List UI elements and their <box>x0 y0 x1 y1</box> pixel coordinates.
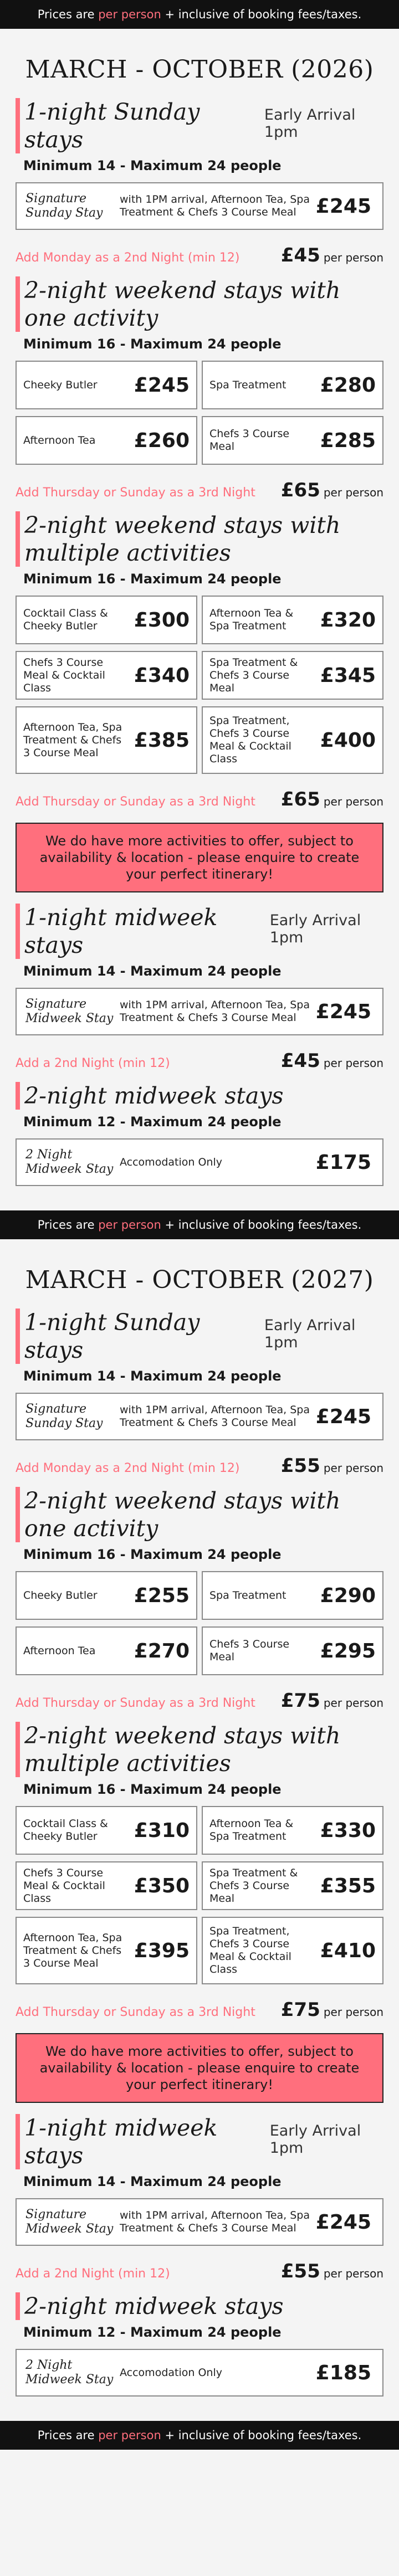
section-weekend-multiple-activities <box>16 1722 383 1777</box>
activity-price: £285 <box>320 429 376 452</box>
package-price: £245 <box>315 194 371 218</box>
section-title: 2-night weekend stays with one activity <box>24 277 341 331</box>
activity-option[interactable] <box>16 651 197 700</box>
activity-label: Spa Treatment, Chefs 3 Course Meal & Cocktail Class <box>209 1925 291 1975</box>
addon-price: £75 <box>280 1690 320 1712</box>
addon-label: Add a 2nd Night (min 12) <box>16 2267 170 2281</box>
addon-price: £55 <box>280 2260 320 2282</box>
addon-row <box>16 1690 383 1712</box>
activity-price: £330 <box>320 1819 376 1842</box>
section-title: 1-night midweek stays <box>24 904 218 958</box>
addon-row <box>16 1455 383 1477</box>
activity-grid <box>16 361 383 465</box>
activity-label: Cocktail Class & Cheeky Butler <box>23 1818 108 1843</box>
activity-price: £400 <box>320 728 376 752</box>
activity-price: £295 <box>320 1639 376 1662</box>
pricing-note-bar <box>0 1210 399 1239</box>
activity-price: £320 <box>320 608 376 632</box>
pricing-note-post: + inclusive of booking fees/taxes. <box>165 8 362 21</box>
section-midweek-one-night <box>16 2114 383 2169</box>
season-title: MARCH - OCTOBER (2026) <box>25 55 374 84</box>
activity-option[interactable] <box>16 706 197 774</box>
addon-label: Add Thursday or Sunday as a 3rd Night <box>16 1696 255 1710</box>
section-sunday-stays <box>16 98 383 153</box>
activity-grid <box>16 1806 383 1984</box>
activity-option[interactable] <box>16 416 197 465</box>
activity-label: Afternoon Tea & Spa Treatment <box>209 1818 294 1843</box>
addon-per: per person <box>323 486 383 499</box>
package-name: Signature Sunday Stay <box>25 1402 103 1430</box>
addon-label: Add Thursday or Sunday as a 3rd Night <box>16 2005 255 2019</box>
package-price: £175 <box>315 1151 371 1174</box>
season-title: MARCH - OCTOBER (2027) <box>25 1266 374 1294</box>
activity-label: Afternoon Tea <box>23 434 96 447</box>
addon-label: Add Thursday or Sunday as a 3rd Night <box>16 795 255 809</box>
section-sunday-stays <box>16 1308 383 1364</box>
activity-option[interactable] <box>16 361 197 409</box>
section-midweek-one-night <box>16 904 383 959</box>
activity-label: Spa Treatment, Chefs 3 Course Meal & Cocktail Class <box>209 715 291 765</box>
activity-label: Spa Treatment <box>209 1589 287 1602</box>
package-card[interactable] <box>16 1393 383 1440</box>
package-price: £245 <box>315 1405 371 1428</box>
activity-option[interactable] <box>16 596 197 644</box>
package-description: with 1PM arrival, Afternoon Tea, Spa Treatment & Chefs 3 Course Meal <box>120 193 310 218</box>
activity-label: Spa Treatment & Chefs 3 Course Meal <box>209 656 298 694</box>
package-name: 2 Night Midweek Stay <box>25 2358 114 2387</box>
activity-option[interactable] <box>202 1626 383 1675</box>
activity-price: £395 <box>134 1939 190 1962</box>
activity-label: Chefs 3 Course Meal & Cocktail Class <box>23 1866 105 1905</box>
group-size: Minimum 12 - Maximum 24 people <box>23 1114 282 1130</box>
activity-label: Spa Treatment & Chefs 3 Course Meal <box>209 1866 298 1905</box>
addon-label: Add Thursday or Sunday as a 3rd Night <box>16 486 255 500</box>
section-midweek-two-night <box>16 2292 383 2320</box>
activity-label: Afternoon Tea, Spa Treatment & Chefs 3 Course Meal <box>23 721 122 759</box>
addon-price: £45 <box>280 1050 320 1072</box>
package-description: with 1PM arrival, Afternoon Tea, Spa Treatment & Chefs 3 Course Meal <box>120 999 310 1024</box>
section-title: 2-night weekend stays with multiple activities <box>24 1722 341 1777</box>
group-size: Minimum 16 - Maximum 24 people <box>23 1782 282 1797</box>
activity-label: Cheeky Butler <box>23 378 98 391</box>
group-size: Minimum 14 - Maximum 24 people <box>23 158 282 173</box>
package-card[interactable] <box>16 988 383 1035</box>
group-size: Minimum 16 - Maximum 24 people <box>23 1547 282 1562</box>
activity-price: £255 <box>134 1584 190 1607</box>
addon-row <box>16 479 383 501</box>
activity-grid <box>16 596 383 774</box>
pricing-note-accent: per person <box>98 1218 161 1231</box>
section-title: 1-night midweek stays <box>24 2115 218 2169</box>
season-2026 <box>0 55 399 1186</box>
early-arrival-note: Early Arrival 1pm <box>269 2122 361 2157</box>
package-name: Signature Midweek Stay <box>25 2208 114 2236</box>
activity-price: £280 <box>320 373 376 397</box>
activity-price: £385 <box>134 728 190 752</box>
pricing-note-pre: Prices are <box>37 2429 95 2442</box>
activity-option[interactable] <box>16 1861 197 1910</box>
addon-price: £75 <box>280 1999 320 2021</box>
package-price: £185 <box>315 2361 371 2384</box>
package-price: £245 <box>315 1000 371 1023</box>
package-description: with 1PM arrival, Afternoon Tea, Spa Treatment & Chefs 3 Course Meal <box>120 2209 310 2234</box>
enquire-banner: We do have more activities to offer, subject to availability & location - please enquire to create your perfect itinerary! <box>16 823 383 892</box>
activity-price: £260 <box>134 429 190 452</box>
group-size: Minimum 16 - Maximum 24 people <box>23 571 282 587</box>
activity-price: £345 <box>320 664 376 687</box>
addon-price: £65 <box>280 479 320 501</box>
activity-price: £310 <box>134 1819 190 1842</box>
package-card[interactable] <box>16 2198 383 2246</box>
package-price: £245 <box>315 2210 371 2234</box>
activity-option[interactable] <box>202 1917 383 1984</box>
activity-option[interactable] <box>202 1806 383 1855</box>
package-description: Accomodation Only <box>120 2366 222 2379</box>
activity-option[interactable] <box>16 1626 197 1675</box>
package-name: Signature Midweek Stay <box>25 997 114 1025</box>
pricing-note-post: + inclusive of booking fees/taxes. <box>165 1218 362 1231</box>
activity-option[interactable] <box>202 651 383 700</box>
addon-row <box>16 2260 383 2282</box>
addon-per: per person <box>323 2267 383 2280</box>
activity-price: £350 <box>134 1874 190 1897</box>
section-title: 2-night weekend stays with one activity <box>24 1487 341 1542</box>
addon-per: per person <box>323 1461 383 1475</box>
activity-label: Chefs 3 Course Meal <box>209 1638 290 1663</box>
activity-price: £340 <box>134 664 190 687</box>
activity-grid <box>16 1571 383 1675</box>
pricing-note-bar <box>0 0 399 29</box>
pricing-note-pre: Prices are <box>37 1218 95 1231</box>
early-arrival-note: Early Arrival 1pm <box>264 1317 356 1351</box>
addon-price: £55 <box>280 1455 320 1477</box>
addon-row <box>16 1050 383 1072</box>
activity-label: Afternoon Tea, Spa Treatment & Chefs 3 Course Meal <box>23 1931 122 1969</box>
activity-option[interactable] <box>202 1861 383 1910</box>
section-weekend-one-activity <box>16 1487 383 1542</box>
section-title: 2-night midweek stays <box>24 1082 284 1109</box>
activity-price: £355 <box>320 1874 376 1897</box>
activity-option[interactable] <box>202 596 383 644</box>
addon-price: £45 <box>280 244 320 266</box>
addon-label: Add a 2nd Night (min 12) <box>16 1056 170 1070</box>
addon-row <box>16 244 383 266</box>
package-card[interactable] <box>16 182 383 230</box>
addon-per: per person <box>323 1056 383 1070</box>
addon-row <box>16 1999 383 2021</box>
section-title: 1-night Sunday stays <box>24 1309 200 1363</box>
addon-row <box>16 788 383 810</box>
activity-label: Chefs 3 Course Meal <box>209 428 290 453</box>
activity-option[interactable] <box>16 1571 197 1620</box>
group-size: Minimum 12 - Maximum 24 people <box>23 2324 282 2340</box>
pricing-note-post: + inclusive of booking fees/taxes. <box>165 2429 362 2442</box>
addon-per: per person <box>323 251 383 264</box>
package-description: with 1PM arrival, Afternoon Tea, Spa Treatment & Chefs 3 Course Meal <box>120 1404 310 1429</box>
pricing-note-accent: per person <box>98 8 161 21</box>
activity-label: Chefs 3 Course Meal & Cocktail Class <box>23 656 105 694</box>
addon-per: per person <box>323 2005 383 2019</box>
package-card[interactable] <box>16 1138 383 1186</box>
pricing-note-pre: Prices are <box>37 8 95 21</box>
pricing-note-accent: per person <box>98 2429 161 2442</box>
activity-option[interactable] <box>16 1917 197 1984</box>
activity-price: £410 <box>320 1939 376 1962</box>
season-2027 <box>0 1266 399 2397</box>
group-size: Minimum 14 - Maximum 24 people <box>23 1368 282 1384</box>
group-size: Minimum 16 - Maximum 24 people <box>23 336 282 352</box>
package-name: Signature Sunday Stay <box>25 192 103 220</box>
group-size: Minimum 14 - Maximum 24 people <box>23 963 282 979</box>
activity-price: £290 <box>320 1584 376 1607</box>
activity-price: £300 <box>134 608 190 632</box>
addon-label: Add Monday as a 2nd Night (min 12) <box>16 1461 240 1475</box>
activity-option[interactable] <box>16 1806 197 1855</box>
section-midweek-two-night <box>16 1082 383 1110</box>
activity-option[interactable] <box>202 416 383 465</box>
section-title: 2-night weekend stays with multiple activities <box>24 512 341 566</box>
section-title: 1-night Sunday stays <box>24 99 200 153</box>
package-card[interactable] <box>16 2349 383 2397</box>
section-weekend-multiple-activities <box>16 511 383 567</box>
activity-label: Afternoon Tea & Spa Treatment <box>209 607 294 632</box>
package-name: 2 Night Midweek Stay <box>25 1148 114 1176</box>
section-title: 2-night midweek stays <box>24 2293 284 2320</box>
activity-price: £245 <box>134 373 190 397</box>
activity-option[interactable] <box>202 361 383 409</box>
activity-price: £270 <box>134 1639 190 1662</box>
addon-price: £65 <box>280 788 320 810</box>
addon-label: Add Monday as a 2nd Night (min 12) <box>16 251 240 265</box>
activity-label: Cheeky Butler <box>23 1589 98 1602</box>
addon-per: per person <box>323 1696 383 1710</box>
early-arrival-note: Early Arrival 1pm <box>264 106 356 141</box>
activity-label: Afternoon Tea <box>23 1644 96 1657</box>
activity-label: Spa Treatment <box>209 378 287 391</box>
pricing-note-bar <box>0 2421 399 2450</box>
group-size: Minimum 14 - Maximum 24 people <box>23 2174 282 2189</box>
activity-option[interactable] <box>202 706 383 774</box>
early-arrival-note: Early Arrival 1pm <box>269 912 361 946</box>
activity-label: Cocktail Class & Cheeky Butler <box>23 607 108 632</box>
addon-per: per person <box>323 795 383 808</box>
package-description: Accomodation Only <box>120 1156 222 1168</box>
section-weekend-one-activity <box>16 276 383 332</box>
activity-option[interactable] <box>202 1571 383 1620</box>
enquire-banner: We do have more activities to offer, subject to availability & location - please enquire to create your perfect itinerary! <box>16 2033 383 2103</box>
